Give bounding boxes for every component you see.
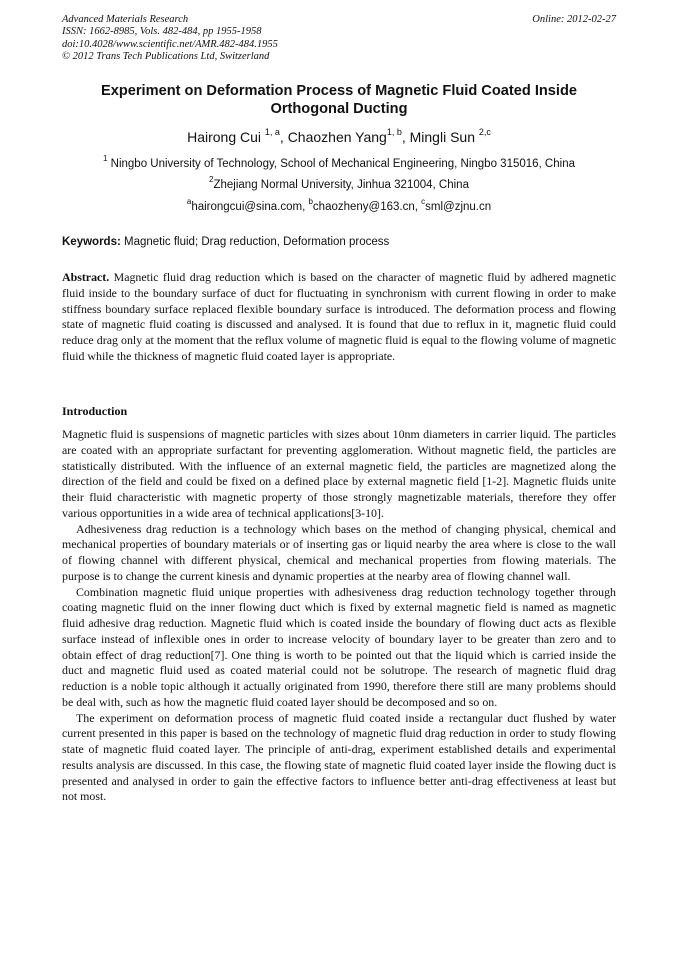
affiliation-2 — [62, 175, 616, 192]
title-line-1: Experiment on Deformation Process of Magnetic Fluid Coated Inside — [101, 83, 577, 99]
email-a: hairongcui@sina.com, — [191, 201, 309, 213]
author-1-sup: 1, a — [264, 127, 280, 138]
email-c: sml@zjnu.cn — [425, 201, 492, 213]
affiliation-1-text: Ningbo University of Technology, School of Mechanical Engineering, Ningbo 315016, China — [107, 158, 575, 170]
intro-paragraph-2: Adhesiveness drag reduction is a technology which bases on the method of changing physical, chemical and mechanical properties of boundary materials or of inserting gas or liquid nearby the area where is close to the wall of flowing channel with different physical, chemical and mechanical properties from flowing materials. The purpose is to change the current kinesis and dynamic properties at the nearby area of flowing channel wall. — [62, 521, 616, 583]
introduction-heading: Introduction — [62, 404, 128, 418]
author-3-name: , Mingli Sun — [401, 129, 479, 145]
email-b: chaozheny@163.cn, — [312, 201, 422, 213]
intro-paragraph-1: Magnetic fluid is suspensions of magnetic particles with sizes about 10nm diameters in carrier liquid. The particles are coated with an appropriate surfactant for preventing agglomeration. Without magnetic field, the particles are statistically distributed. With the influence of an external magnetic field, the particles are magnetized along the direction of the field and could be fixed on a defined place by external magnetic field [1-2]. Magnetic fluids unite their fluid characteristic with magnetic property of those strongly magnetizable materials, therefore they offer various opportunities in a wide area of technical applications[3-10]. — [62, 427, 616, 520]
keywords — [62, 235, 616, 249]
affiliation-2-text: Zhejiang Normal University, Jinhua 321004, China — [213, 179, 469, 191]
affiliation-2-sup: 2 — [209, 175, 214, 185]
online-date: Online: 2012-02-27 — [532, 14, 616, 25]
affiliation-1 — [62, 154, 616, 171]
email-b-sup: b — [308, 197, 313, 207]
journal-header — [62, 14, 616, 63]
introduction-body — [62, 427, 616, 805]
email-a-sup: a — [186, 197, 192, 207]
author-3-sup: 2,c — [478, 127, 491, 138]
keywords-label: Keywords: — [62, 236, 121, 248]
abstract-label: Abstract. — [62, 270, 110, 284]
affiliation-1-sup: 1 — [103, 154, 108, 164]
abstract — [62, 270, 616, 365]
title-line-2: Orthogonal Ducting — [270, 101, 408, 117]
intro-paragraph-3: Combination magnetic fluid unique properties with adhesiveness drag reduction technology together through coating magnetic fluid on the inner flowing duct which is fixed by external magnetic field is named as magnetic fluid adhesive drag reduction. Magnetic fluid which is coated inside the boundary of flowing duct acts as flexible surface instead of inflexible ones in order to increase velocity of boundary layer to be greater than zero and to obtain effect of drag reduction[7]. One thing is worth to be pointed out that the liquid which is carried inside the duct and magnetic fluid used as coated material could not be solutrope. The research of magnetic fluid drag reduction is a noble topic although it actually originated from 1990, therefore there still are many problems should be deal with, such as how the magnetic fluid coated layer should be decomposed and so on. — [62, 584, 616, 709]
paper-title — [62, 82, 616, 118]
keywords-text: Magnetic fluid; Drag reduction, Deformation process — [120, 236, 390, 248]
abstract-text: Magnetic fluid drag reduction which is based on the character of magnetic fluid by adhered magnetic fluid inside to the boundary surface of duct for fluctuating in synchronism with current flowing in order to make stiffness boundary surface replaced flexible boundary surface is introduced. The deformation process and flowing state of magnetic fluid coating is discussed and analysed. It is found that due to reflux in it, magnetic fluid could reduce drag only at the moment that the reflux volume of magnetic fluid is equal to the flowing volume of magnetic fluid while the thickness of magnetic fluid coated layer is appropriate. — [62, 270, 616, 363]
email-c-sup: c — [421, 197, 426, 207]
author-1-name: Hairong Cui — [187, 129, 265, 145]
doi-line: doi:10.4028/www.scientific.net/AMR.482-484.1955 — [62, 38, 278, 50]
author-2-sup: 1, b — [386, 127, 402, 138]
intro-paragraph-4: The experiment on deformation process of magnetic fluid coated inside a rectangular duct flushed by water current presented in this paper is based on the technology of magnetic fluid drag reduction in order to study flowing state of magnetic fluid coated layer. The principle of anti-drag, experiment established details and experimental results analysis are discussed. In this case, the flowing state of magnetic fluid coated layer inside the flowing duct is presented and analysed in order to gain the effective factors to influence better anti-drag effectiveness at least but not most. — [62, 710, 616, 804]
author-2-name: , Chaozhen Yang — [279, 129, 387, 145]
issn-line: ISSN: 1662-8985, Vols. 482-484, pp 1955-1958 — [62, 26, 262, 38]
author-list — [62, 128, 616, 146]
author-emails — [62, 197, 616, 214]
copyright-line: © 2012 Trans Tech Publications Ltd, Switzerland — [62, 50, 270, 62]
journal-name: Advanced Materials Research — [62, 14, 189, 25]
